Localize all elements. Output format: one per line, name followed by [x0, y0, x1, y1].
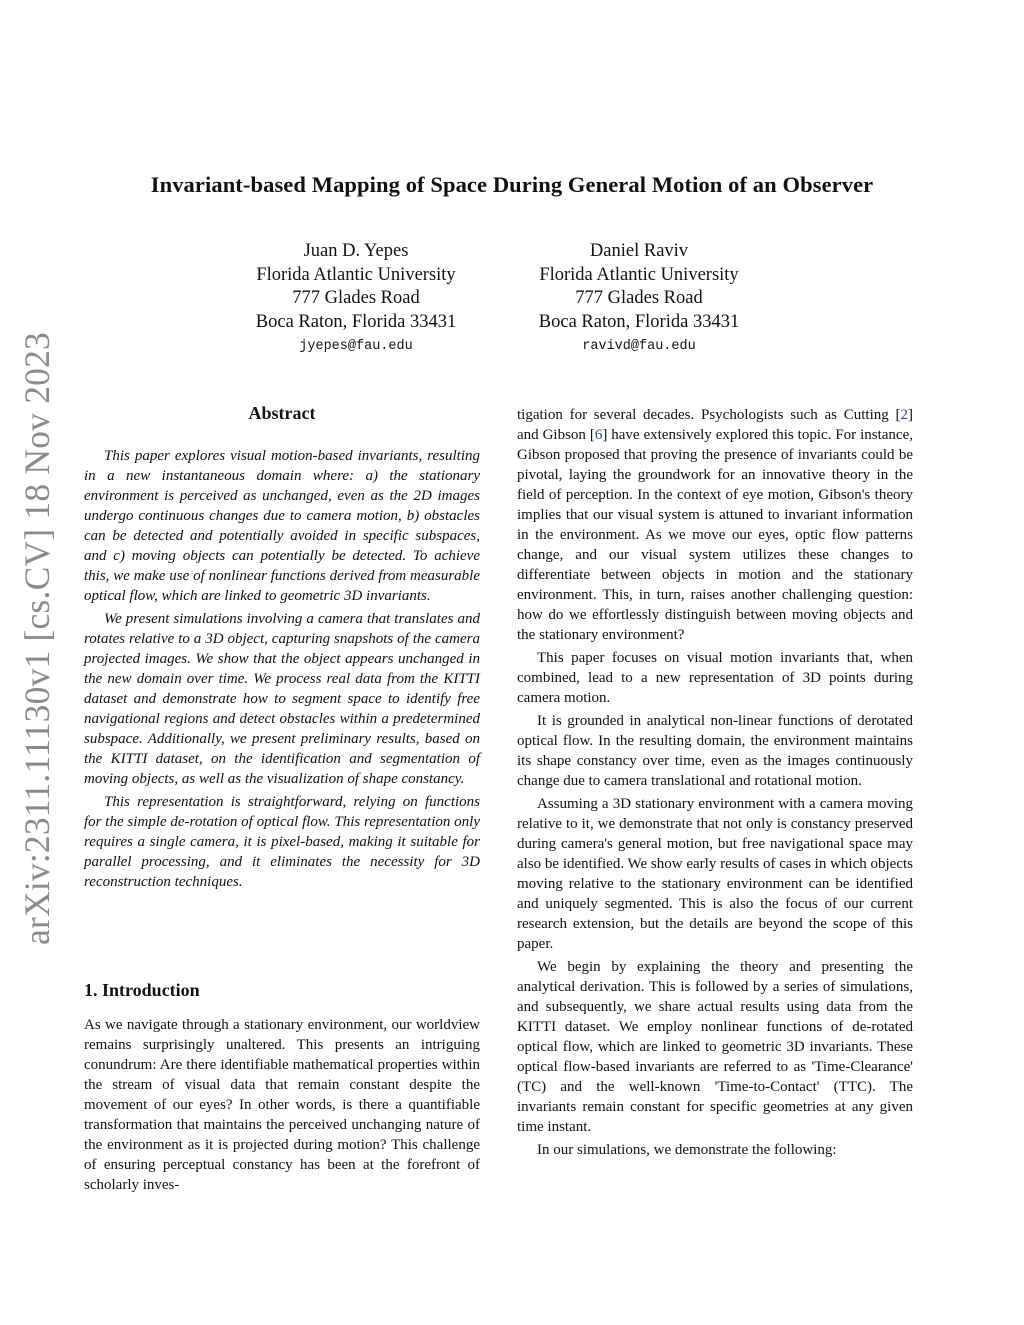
intro-right-column [517, 405, 913, 1160]
abstract-heading: Abstract [248, 403, 316, 423]
abstract-body [84, 446, 480, 892]
text-run: tigation for several decades. Psychologists such as Cutting [ [517, 407, 901, 423]
arxiv-identifier: arXiv:2311.11130v1 [cs.CV] 18 Nov 2023 [17, 331, 57, 945]
author-affiliation: Florida Atlantic University [256, 264, 456, 285]
intro-paragraph: In our simulations, we demonstrate the following: [537, 1142, 837, 1158]
citation-link[interactable]: 6 [594, 427, 603, 443]
author-email: jyepes@fau.edu [299, 339, 413, 354]
intro-paragraph: It is grounded in analytical non-linear functions of derotated optical flow. In the resulting domain, the environment maintains its shape constancy over time, even as the images continuously change due to camera translational and rotational motion. [517, 713, 913, 789]
author-city: Boca Raton, Florida 33431 [538, 311, 740, 332]
author-name: Juan D. Yepes [303, 241, 409, 261]
author-affiliation: Florida Atlantic University [539, 264, 739, 285]
author-name: Daniel Raviv [589, 241, 689, 261]
citation-link[interactable]: 2 [900, 407, 908, 423]
intro-paragraph [517, 405, 913, 645]
abstract-paragraph: We present simulations involving a camera that translates and rotates relative to a 3D object, capturing snapshots of the camera projected images. We show that the object appears unchanged in the new domain over time. We process real data from the KITTI dataset and demonstrate how to segment space to identify free navigational regions and detect obstacles within a predetermined subspace. Additionally, we present preliminary results, based on the KITTI dataset, on the identification and segmentation of moving objects, as well as the visualization of shape constancy. [84, 611, 480, 787]
author-block-1 [206, 240, 506, 360]
intro-paragraph: Assuming a 3D stationary environment with a camera moving relative to it, we demonstrate that not only is constancy preserved during camera's general motion, but free navigational space may also be identified. We show early results of cases in which objects moving relative to the stationary environment can be identified and uniquely segmented. This is also the focus of our current research extension, but the details are beyond the scope of this paper. [517, 796, 913, 952]
text-run: ] have extensively explored this topic. For instance, Gibson proposed that proving the presence of invariants could be pivotal, laying the groundwork for an innovative theory in the field of perception. In the context of eye motion, Gibson's theory implies that our visual system is attuned to invariant information in the environment. As we move our eyes, optic flow patterns change, and our visual system utilizes these changes to differentiate between objects in motion and the stationary environment. This, in turn, raises another challenging question: how do we effortlessly distinguish between moving objects and the stationary environment? [517, 427, 913, 643]
intro-paragraph: As we navigate through a stationary environment, our worldview remains surprisingly unaltered. This presents an intriguing conundrum: Are there identifiable mathematical properties within the stream of visual data that remain constant despite the movement of our eyes? In other words, is there a quantifiable transformation that maintains the perceived unchanging nature of the environment as it is projected during motion? This challenge of ensuring perceptual constancy has been at the forefront of scholarly inves- [84, 1017, 480, 1193]
abstract-paragraph: This representation is straightforward, relying on functions for the simple de-rotation of optical flow. This representation only requires a single camera, it is pixel-based, making it suitable for parallel processing, and it eliminates the necessity for 3D reconstruction techniques. [84, 794, 480, 890]
intro-left-column [84, 1015, 480, 1195]
intro-paragraph: This paper focuses on visual motion invariants that, when combined, lead to a new representation of 3D points during camera motion. [517, 650, 913, 706]
introduction-heading: 1. Introduction [84, 980, 200, 1000]
author-street: 777 Glades Road [575, 288, 703, 308]
author-city: Boca Raton, Florida 33431 [255, 311, 457, 332]
intro-paragraph: We begin by explaining the theory and presenting the analytical derivation. This is followed by a series of simulations, and subsequently, we share actual results using data from the KITTI dataset. We employ nonlinear functions of de-rotated optical flow, which are linked to geometric 3D invariants. These optical flow-based invariants are referred to as 'Time-Clearance' (TC) and the well-known 'Time-to-Contact' (TTC). The invariants remain constant for specific geometries at any given time instant. [517, 959, 913, 1135]
text-run: ] and Gibson [ [517, 407, 913, 443]
author-street: 777 Glades Road [292, 288, 420, 308]
abstract-paragraph: This paper explores visual motion-based invariants, resulting in a new instantaneous domain where: a) the stationary environment is perceived as unchanged, even as the 2D images undergo continuous changes due to camera motion, b) obstacles can be detected and potentially avoided in specific subspaces, and c) moving objects can potentially be detected. To achieve this, we make use of nonlinear functions derived from measurable optical flow, which are linked to geometric 3D invariants. [84, 448, 480, 604]
author-block-2 [489, 240, 789, 360]
paper-title: Invariant-based Mapping of Space During General Motion of an Observer [150, 172, 874, 197]
author-email: ravivd@fau.edu [582, 339, 696, 354]
